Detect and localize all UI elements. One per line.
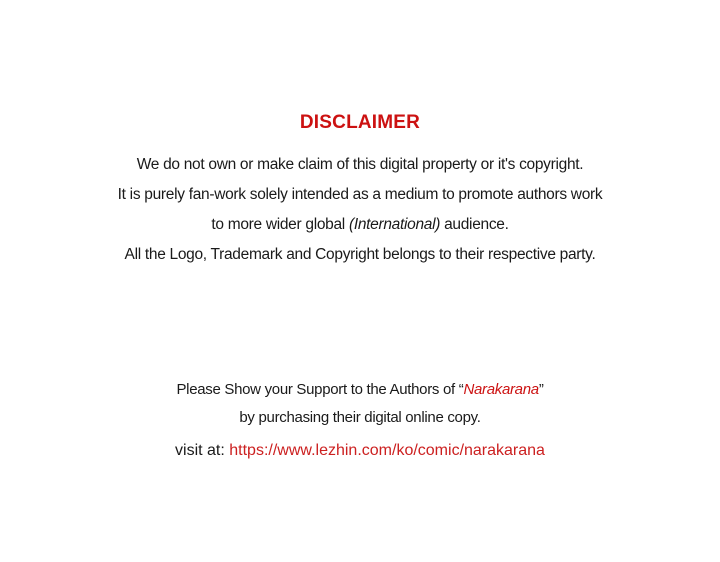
support-message [0, 376, 720, 432]
disclaimer-line-2: It is purely fan-work solely intended as a medium to promote authors work [117, 186, 603, 203]
disclaimer-line-3-suffix: audience. [440, 216, 509, 233]
disclaimer-line-3-prefix: to more wider global [211, 216, 349, 233]
visit-line [0, 441, 720, 461]
comic-title: Narakarana [463, 381, 539, 398]
support-line-2: by purchasing their digital online copy. [239, 409, 481, 426]
disclaimer-line-4: All the Logo, Trademark and Copyright belongs to their respective party. [124, 246, 596, 263]
disclaimer-line-1: We do not own or make claim of this digital property or it's copyright. [136, 156, 584, 173]
support-line-1 [0, 376, 720, 404]
disclaimer-line-3-italic: (International) [348, 216, 441, 233]
comic-url-link[interactable]: https://www.lezhin.com/ko/comic/narakarana [229, 442, 545, 459]
visit-label: visit at: [175, 442, 230, 459]
disclaimer-line-3 [0, 210, 720, 240]
support-line-1-prefix: Please Show your Support to the Authors of “ [176, 381, 464, 398]
page-title: DISCLAIMER [299, 112, 421, 133]
support-line-1-suffix: ” [538, 381, 544, 398]
disclaimer-paragraph [0, 150, 720, 270]
